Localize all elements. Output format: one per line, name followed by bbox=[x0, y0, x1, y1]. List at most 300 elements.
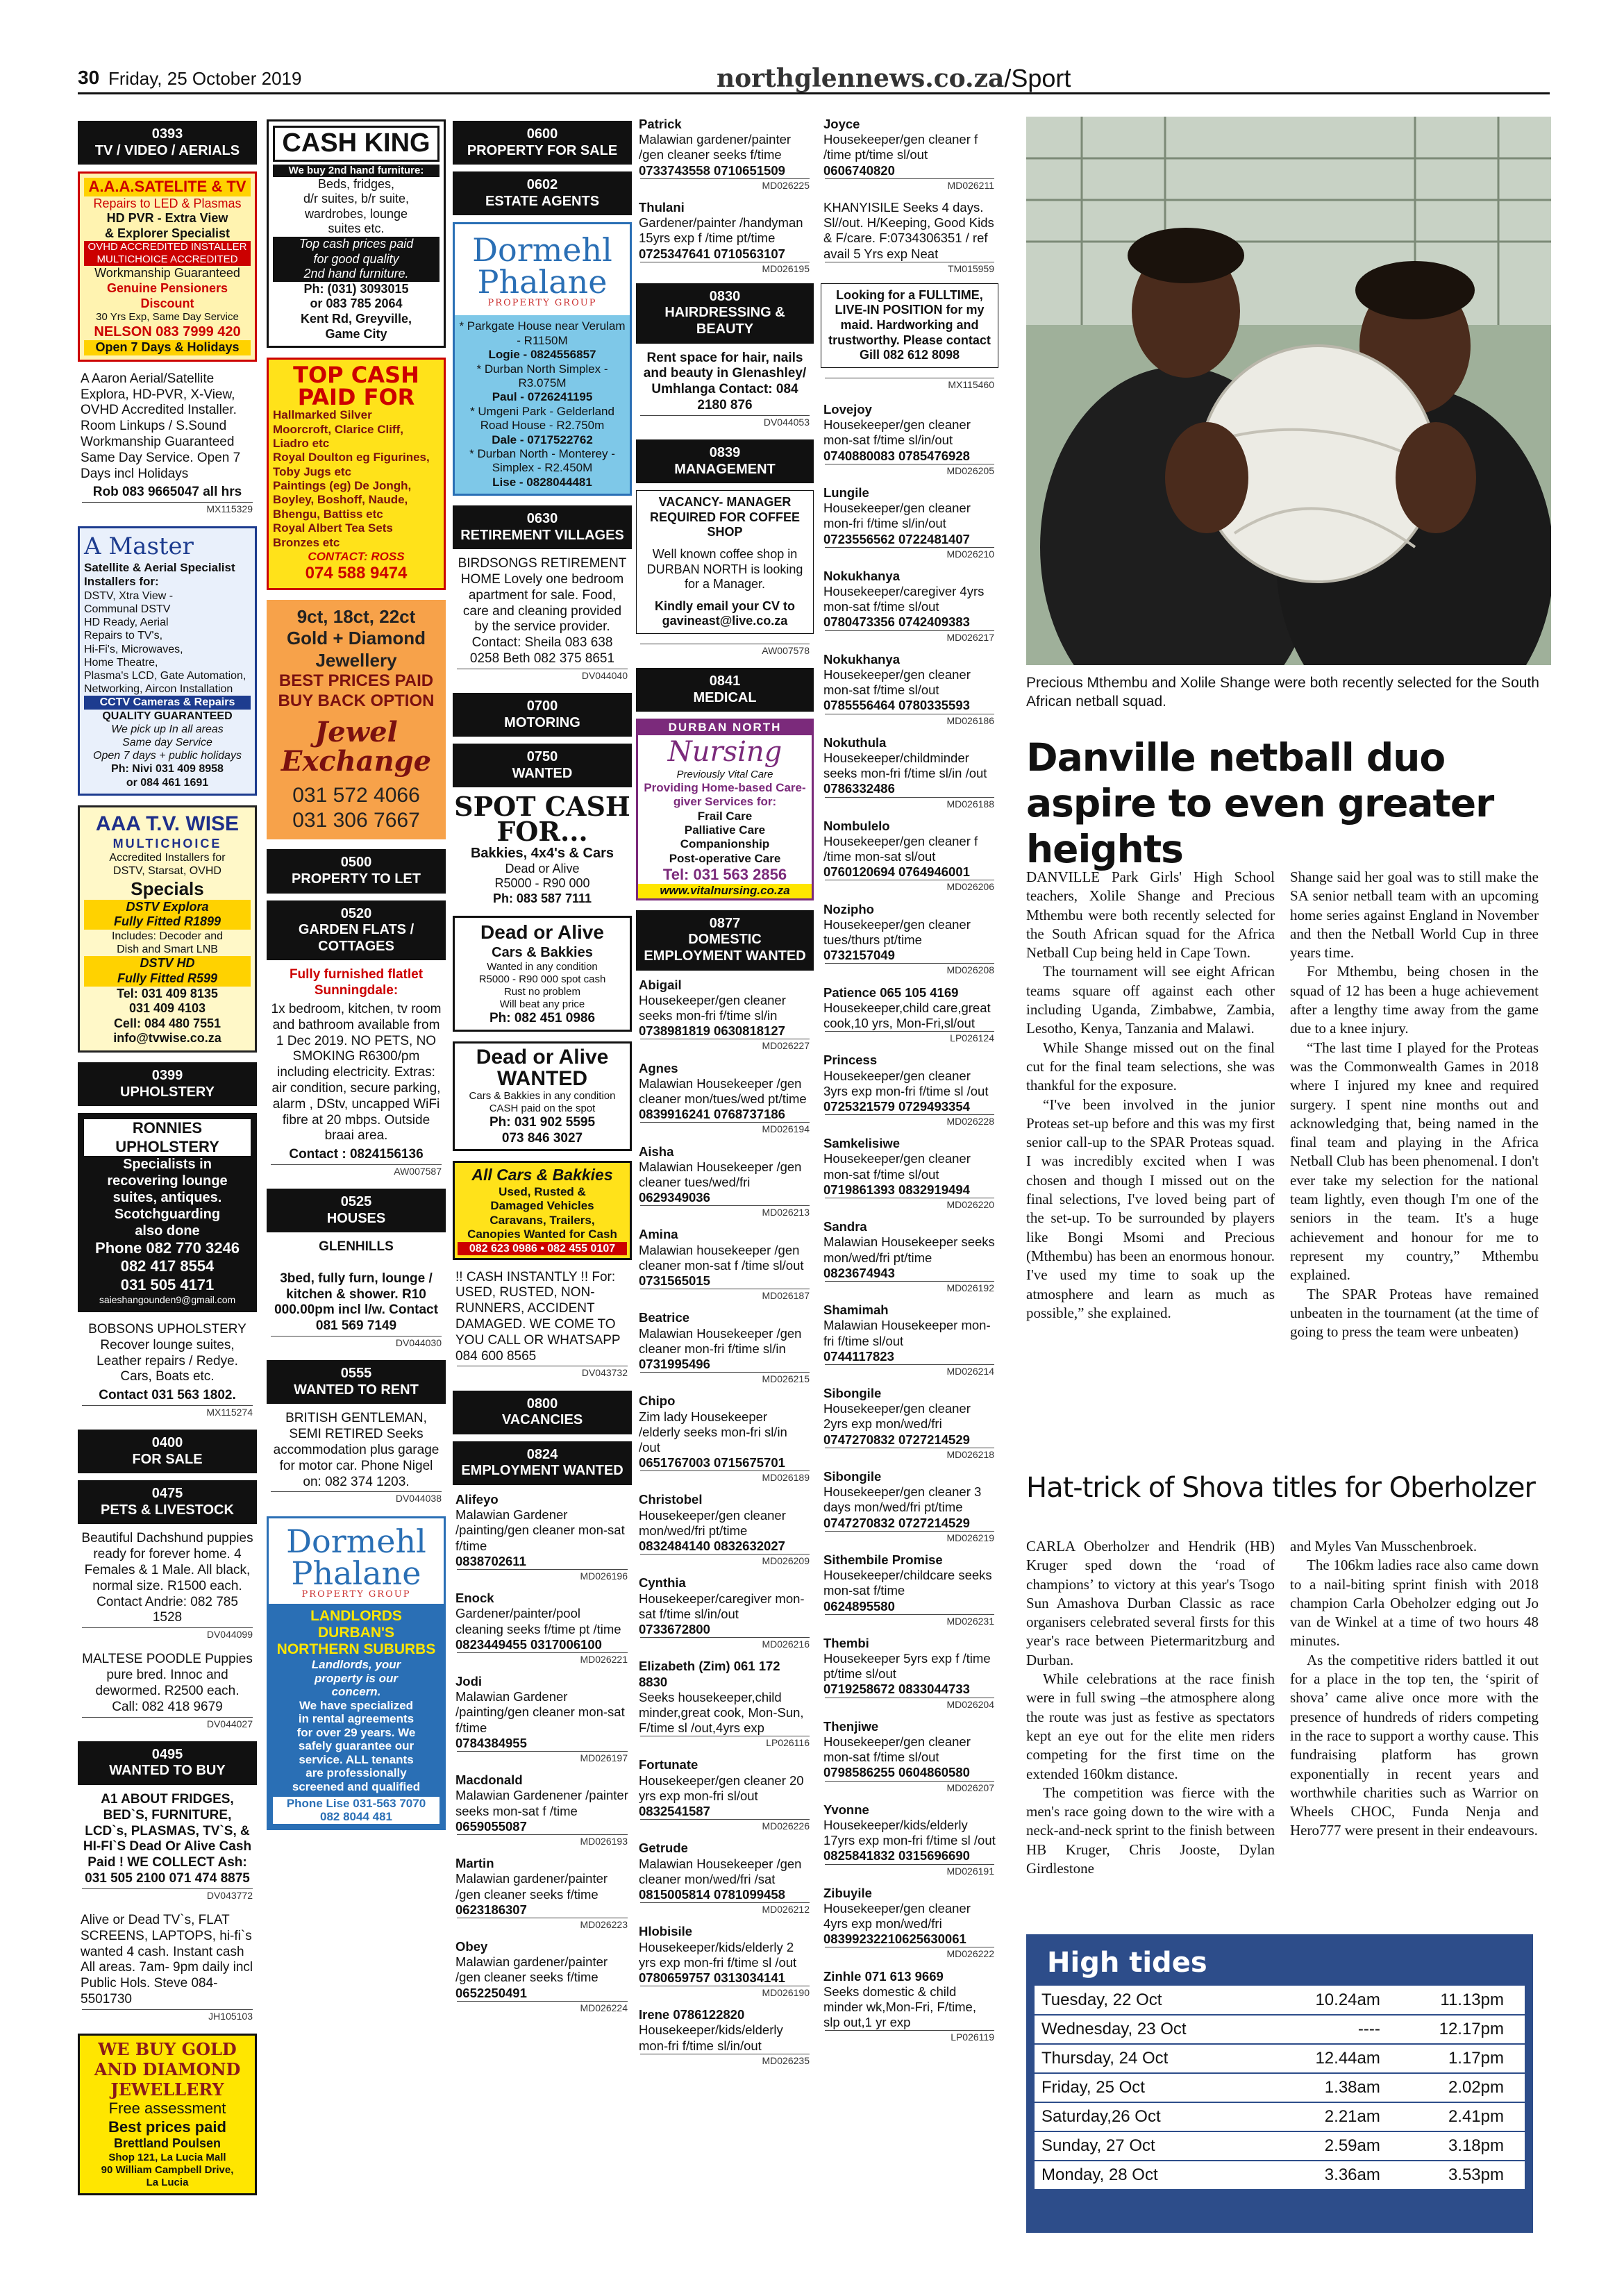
entry-phone: 0823449455 0317006100 bbox=[455, 1636, 602, 1652]
entry-phone: 0719861393 0832919494 bbox=[823, 1182, 970, 1197]
entry-phone: 0760120694 0764946001 bbox=[823, 864, 970, 880]
list-item bbox=[639, 117, 811, 192]
entry-name: Fortunate bbox=[639, 1757, 698, 1773]
entry-name: Thembi bbox=[823, 1635, 869, 1650]
ad-vacancy-manager bbox=[636, 490, 814, 634]
listing-contact: Lise - 0828044481 bbox=[492, 475, 592, 489]
entry-ref: MD026221 bbox=[457, 1652, 628, 1666]
ad-line: Hi-Fi's, Microwaves, bbox=[84, 643, 183, 655]
ad-dachshund: Beautiful Dachshund puppies ready for forever home. 4 Females & 1 Male. All black, normal size. R1500 each. Contact Andrie: 082 785 1528 bbox=[81, 1531, 253, 1625]
list-item bbox=[639, 1393, 811, 1484]
entry-ref: MD026204 bbox=[825, 1698, 994, 1711]
ad-line: Communal DSTV bbox=[84, 603, 171, 616]
ad-line: in rental agreements bbox=[298, 1712, 415, 1726]
ad-line: safely guarantee our bbox=[298, 1739, 415, 1753]
ad-ref: JH105103 bbox=[82, 2009, 253, 2022]
entry-text: Housekeeper/gen cleaner mon/wed/fri pt/time bbox=[639, 1507, 786, 1538]
entry-text: Malawian Housekeeper mon-fri f/time sl/out bbox=[823, 1318, 991, 1348]
ad-line: HD PVR - Extra View bbox=[106, 211, 228, 226]
entry-text: Housekeeper/kids/elderly 17yrs exp mon-fri f/time sl /out bbox=[823, 1817, 996, 1848]
ad-line: service. ALL tenants bbox=[299, 1752, 414, 1766]
ad-line: suites, antiques. bbox=[112, 1189, 222, 1205]
ad-line: Previously Vital Care bbox=[676, 768, 773, 780]
ad-title: SPOT CASH FOR... bbox=[454, 791, 630, 848]
entry-name: Nokuthula bbox=[823, 735, 887, 750]
entry-text: Housekeeper/caregiver mon-sat f/time sl/in/out bbox=[639, 1591, 805, 1621]
entry-text: Housekeeper/gen cleaner mon-sat f/time sl/in/out bbox=[823, 417, 971, 448]
entry-phone: 0839923221062563006​1 bbox=[823, 1932, 966, 1947]
ad-spot-cash bbox=[453, 791, 632, 906]
entry-phone: 0651767003 0715675701 bbox=[639, 1455, 785, 1470]
ad-phone: Ph: 031 902 5595 bbox=[489, 1114, 596, 1130]
entry-ref: MD026205 bbox=[825, 464, 994, 477]
list-item bbox=[823, 1053, 996, 1128]
entry-name: Sibongile bbox=[823, 1469, 882, 1484]
article-paragraph: DANVILLE Park Girls' High School teachers, Xolile Shange and Precious Mthembu were both recently selected for the South African squad for the Africa Netball Cup being held in Cape Town. bbox=[1026, 869, 1275, 962]
dormehl-logo-sub: PROPERTY GROUP bbox=[487, 298, 597, 309]
tide-am: 12.44am bbox=[1270, 2044, 1387, 2073]
list-item bbox=[823, 569, 996, 644]
entry-ref: MD026209 bbox=[640, 1554, 810, 1567]
list-item bbox=[823, 819, 996, 894]
ad-line: Palliative Care bbox=[684, 823, 766, 837]
ad-item: Hallmarked Silver bbox=[273, 408, 372, 422]
tide-pm: 3.18pm bbox=[1387, 2131, 1525, 2161]
entry-text: Malawian Housekeeper /gen cleaner tues/wed/fri bbox=[639, 1159, 802, 1189]
article-paragraph: While celebrations at the race finish were in full swing –the atmosphere along the route was just as festive as spectators kept an eye out for the elite men riders competing for the first time on the extended 160km distance. bbox=[1026, 1670, 1275, 1782]
ad-line: CCTV Cameras & Repairs bbox=[84, 696, 251, 709]
ad-line: Rust no problem bbox=[503, 985, 581, 998]
entry-name: Sibongile bbox=[823, 1386, 882, 1401]
ad-subtitle: Satellite & Aerial Specialist Installers for: bbox=[84, 561, 235, 589]
entry-name: Sithembile Promise bbox=[823, 1552, 943, 1567]
ad-dormehl-landlords bbox=[267, 1516, 446, 1830]
tide-am: 3.36am bbox=[1270, 2161, 1387, 2190]
entry-phone: 0731995496 bbox=[639, 1356, 710, 1371]
ad-line: Brettland Poulsen bbox=[113, 2136, 221, 2151]
article-paragraph: “The last time I played for the Proteas was the Commonwealth Games in 2018 where I injured my knee and required surgery. I spent nine months out and acknowledging that, being named in the final team and playing in the Africa Netball Club has been phenomenal. I don't ever take my selection for the national team lightly, even though I'm one of the seniors in the team. It's a huge achievement and honour for me to represent my country,” Mthembu explained. bbox=[1290, 1039, 1539, 1284]
entry-name: Obey bbox=[455, 1939, 488, 1954]
tide-pm: 2.41pm bbox=[1387, 2102, 1525, 2131]
ad-line: Bakkies, 4x4's & Cars bbox=[470, 845, 614, 861]
ad-line: property is our bbox=[315, 1671, 398, 1685]
entry-ref: LP026116 bbox=[640, 1736, 810, 1749]
ad-logo-text: Jewel Exchange bbox=[281, 716, 432, 778]
ad-ref: DV044030 bbox=[271, 1336, 442, 1349]
list-item bbox=[823, 485, 996, 560]
ad-title: CASH KING bbox=[273, 126, 440, 162]
ad-email: info@tvwise.co.za bbox=[113, 1031, 221, 1046]
list-item bbox=[823, 1802, 996, 1877]
netball-photo bbox=[1026, 117, 1551, 665]
ad-bobsons-phone: Contact 031 563 1802. bbox=[99, 1388, 236, 1403]
entry-name: Zibuyile bbox=[823, 1885, 872, 1900]
list-item bbox=[639, 1659, 811, 1749]
article-paragraph: While Shange missed out on the final cut for the final team selections, she was thankful for the exposure. bbox=[1026, 1039, 1275, 1094]
ad-phone: NELSON 083 7999 420 bbox=[94, 324, 241, 340]
category-0600: 0600 PROPERTY FOR SALE bbox=[453, 121, 632, 165]
entry-name: Joyce bbox=[823, 117, 860, 131]
entry-text: Housekeeper/gen cleaner mon-sat f/time sl/out bbox=[823, 1734, 971, 1765]
category-0500: 0500 PROPERTY TO LET bbox=[267, 849, 446, 893]
list-item bbox=[455, 1856, 629, 1931]
tide-pm: 1.17pm bbox=[1387, 2044, 1525, 2073]
ad-line: Game City bbox=[325, 326, 387, 341]
list-item bbox=[823, 1136, 996, 1211]
entry-phone: 0784384955 bbox=[455, 1735, 527, 1750]
ad-line: 2nd hand furniture. bbox=[273, 267, 440, 282]
ad-phone: 073 846 3027 bbox=[501, 1130, 583, 1146]
ad-tv-wise bbox=[78, 805, 257, 1053]
entry-text: Malawian Gardener /painting/gen cleaner mon-sat f/time bbox=[455, 1507, 625, 1553]
entry-phone: 0786332486 bbox=[823, 781, 895, 796]
ad-ref: MX115274 bbox=[82, 1405, 253, 1418]
classifieds-column-4 bbox=[636, 117, 814, 2075]
ad-item: Moorcroft, Clarice Cliff, Liadro etc bbox=[273, 422, 403, 450]
ad-line: Home Theatre, bbox=[84, 656, 158, 669]
ad-line: BUY BACK OPTION bbox=[278, 691, 435, 710]
ad-line: Open 7 Days & Holidays bbox=[84, 340, 251, 355]
list-item bbox=[639, 1061, 811, 1136]
ad-cash-instantly: !! CASH INSTANTLY !! For: USED, RUSTED, NON-RUNNERS, ACCIDENT DAMAGED. WE COME TO YOU CALL OR WHATSAPP 084 600 8565 bbox=[455, 1269, 621, 1364]
entry-ref: MD026189 bbox=[640, 1470, 810, 1484]
list-item bbox=[823, 1219, 996, 1294]
ad-live-in-position bbox=[821, 283, 998, 368]
list-item bbox=[455, 1591, 629, 1666]
ad-dormehl-estate bbox=[453, 222, 632, 496]
ad-line: are professionally bbox=[305, 1766, 407, 1780]
ad-line: R5000 - R90 000 bbox=[494, 876, 590, 891]
ad-phone: or 083 785 2064 bbox=[310, 296, 403, 311]
entry-phone: 0731565015 bbox=[639, 1273, 710, 1289]
ad-phone: 031 572 4066 bbox=[292, 784, 420, 807]
ad-title: A Master bbox=[84, 533, 194, 561]
high-tides-table bbox=[1035, 1986, 1525, 2190]
article-paragraph: As the competitive riders battled it out for a place in the top ten, the ‘spirit of shova’ came alive once more with the presence of hundreds of riders competing in the race to support a worthy cause. This fundraising platform has grown exponentially in recent years and worthwhile charities such as Warrior on Wheels CHOC, Funda Nenja and Hero777 were present in their endeavours. bbox=[1290, 1651, 1539, 1839]
list-item bbox=[639, 1492, 811, 1567]
listing: * Parkgate House near Verulam - R1150M bbox=[459, 319, 626, 347]
ad-a-master bbox=[78, 526, 257, 795]
tide-row bbox=[1035, 2073, 1525, 2102]
landlords-panel bbox=[269, 1604, 444, 1828]
entry-phone: 0780659757 0313034141 bbox=[639, 1970, 785, 1985]
high-tides-title: High tides bbox=[1047, 1947, 1207, 1979]
article2-body-right bbox=[1290, 1537, 1539, 1841]
category-0400: 0400 FOR SALE bbox=[78, 1430, 257, 1473]
entry-text: Housekeeper/gen cleaner f /time mon-sat sl/out bbox=[823, 833, 978, 864]
ad-line: also done bbox=[135, 1223, 200, 1239]
ad-line: MULTICHOICE bbox=[112, 836, 222, 850]
ad-line: Caravans, Trailers, bbox=[489, 1213, 595, 1227]
photo-caption: Precious Mthembu and Xolile Shange were both recently selected for the South African netball squad. bbox=[1026, 675, 1539, 710]
ad-british-gentleman: BRITISH GENTLEMAN, SEMI RETIRED Seeks accommodation plus garage for motor car. Phone Nigel on: 082 374 1203. bbox=[273, 1411, 440, 1489]
entry-text: Gardener/painter /handyman 15yrs exp f /time pt/time bbox=[639, 215, 803, 246]
entry-text: Malawian gardener/painter /gen cleaner seeks f/time bbox=[455, 1954, 608, 1985]
ad-item: Royal Doulton eg Figurines, Toby Jugs etc bbox=[273, 451, 430, 478]
domestic-list-cont bbox=[821, 117, 998, 275]
entry-ref: MD026216 bbox=[640, 1637, 810, 1650]
entry-phone: 0659055087 bbox=[455, 1818, 527, 1834]
ad-ref: AW007578 bbox=[640, 644, 810, 657]
ad-line: MULTICHOICE ACCREDITED bbox=[84, 253, 251, 266]
tide-day: Tuesday, 22 Oct bbox=[1035, 1986, 1270, 2015]
entry-name: Patience 065 105 4169 bbox=[823, 984, 959, 1000]
category-0630: 0630 RETIREMENT VILLAGES bbox=[453, 505, 632, 549]
ad-line: R5000 - R90 000 spot cash bbox=[478, 973, 606, 985]
ad-flatlet: 1x bedroom, kitchen, tv room and bathroom available from 1 Dec 2019. NO PETS, NO SMOKING R6300/pm including electricity. Extras: air condition, secure parking, alarm , DStv, uncapped WiFi fibre at 20 mbps. Outside braai area. bbox=[271, 1001, 442, 1143]
entry-name: Nokukhanya bbox=[823, 568, 901, 583]
entry-text: Housekeeper,child care,great cook,10 yrs, Mon-Fri,sl/out bbox=[823, 1000, 991, 1030]
ad-dead-or-alive-1 bbox=[453, 916, 632, 1031]
ad-line: Cars & Bakkies bbox=[492, 944, 593, 960]
ad-phone: Phone 082 770 3246 bbox=[95, 1239, 240, 1257]
domestic-list-more bbox=[821, 402, 998, 2044]
entry-ref: MD026224 bbox=[457, 2001, 628, 2014]
ad-ref: MX115329 bbox=[82, 502, 253, 515]
tide-pm: 3.53pm bbox=[1387, 2161, 1525, 2190]
entry-phone: 0747270832 0727214529 bbox=[823, 1432, 970, 1447]
page-header bbox=[78, 64, 1550, 94]
ad-line: Open 7 days + public holidays bbox=[93, 750, 242, 762]
entry-phone: 0747270832 0727214529 bbox=[823, 1515, 970, 1530]
ad-flatlet-contact: Contact : 0824156136 bbox=[289, 1147, 424, 1162]
entry-name: Enock bbox=[455, 1591, 494, 1606]
section-name: /Sport bbox=[1004, 64, 1071, 92]
list-item bbox=[823, 117, 996, 192]
ad-hair-space: Rent space for hair, nails and beauty in Glenashley/ Umhlanga Contact: 084 2180 876 bbox=[643, 350, 807, 413]
ad-line: Same day Service bbox=[122, 736, 212, 748]
ad-ref: DV044027 bbox=[82, 1717, 253, 1730]
entry-name: Alifeyo bbox=[455, 1492, 499, 1507]
ad-line: 9ct, 18ct, 22ct bbox=[296, 606, 416, 628]
list-item bbox=[823, 1886, 996, 1961]
ad-birdsongs: BIRDSONGS RETIREMENT HOME Lovely one bedroom apartment for sale. Food, care and cleaning provided by the service provider. Contact: Sheila 083 638 0258 Beth 082 375 8651 bbox=[458, 556, 627, 667]
ad-title: Dead or Alive bbox=[480, 921, 604, 944]
entry-ref: MD026219 bbox=[825, 1531, 994, 1544]
ad-line: Fully Fitted R1899 bbox=[84, 914, 251, 930]
ad-alive-or-dead: Alive or Dead TV`s, FLAT SCREENS, LAPTOPS, hi-fi`s wanted 4 cash. Instant cash All areas. 7am- 9pm daily incl Public Hols. Steve 084- 5501730 bbox=[81, 1912, 253, 2006]
ad-line: Frail Care bbox=[697, 809, 753, 823]
entry-name: Sandra bbox=[823, 1219, 867, 1234]
entry-ref: MD026187 bbox=[640, 1289, 810, 1302]
list-item bbox=[823, 1552, 996, 1627]
entry-ref: MD026188 bbox=[825, 797, 994, 810]
entry-name: Abigail bbox=[639, 977, 682, 992]
tide-row bbox=[1035, 2102, 1525, 2131]
category-0393: 0393 TV / VIDEO / AERIALS bbox=[78, 121, 257, 165]
ad-title: RONNIES UPHOLSTERY bbox=[84, 1119, 251, 1156]
entry-ref: MD026214 bbox=[825, 1364, 994, 1377]
ad-line: QUALITY GUARANTEED bbox=[102, 710, 233, 722]
entry-text: Housekeeper/gen cleaner 2yrs exp mon/wed/fri bbox=[823, 1401, 971, 1432]
ad-line: Dead or Alive bbox=[505, 861, 580, 875]
tide-day: Sunday, 27 Oct bbox=[1035, 2131, 1270, 2161]
entry-ref: MD026211 bbox=[825, 178, 994, 192]
category-0555: 0555 WANTED TO RENT bbox=[267, 1360, 446, 1404]
ad-line: Best prices paid bbox=[108, 2118, 226, 2136]
ad-line: La Lucia bbox=[146, 2176, 189, 2188]
entry-phone: 0740880083 0785476928 bbox=[823, 448, 970, 463]
category-0841: 0841 MEDICAL bbox=[636, 668, 814, 712]
ad-ref: MX115460 bbox=[825, 378, 994, 391]
ad-item: Royal Albert Tea Sets bbox=[273, 521, 393, 535]
entry-text: Seeks housekeeper,child minder,great cook, Mon-Sun, F/time sl /out,4yrs exp bbox=[639, 1689, 804, 1736]
ad-line: We buy 2nd hand furniture: bbox=[273, 165, 440, 177]
ad-line: Providing Home-based Care-giver Services for: bbox=[644, 780, 806, 809]
ad-line: Cars & Bakkies in any condition bbox=[469, 1089, 616, 1102]
ad-line: Top cash prices paid bbox=[273, 237, 440, 252]
article-body-right bbox=[1290, 868, 1539, 1341]
ad-phone: Phone Lise 031-563 7070 bbox=[273, 1797, 440, 1811]
list-item bbox=[823, 902, 996, 977]
tide-pm: 11.13pm bbox=[1387, 1986, 1525, 2015]
article-paragraph: Shange said her goal was to still make the SA senior netball team with an upcoming home series against England in November and then the Netball World Cup in three years time. bbox=[1290, 869, 1539, 962]
domestic-list bbox=[636, 978, 814, 2067]
ad-contact: Kindly email your CV to gavineast@live.co.za bbox=[654, 598, 796, 628]
ad-line: Used, Rusted & bbox=[499, 1184, 586, 1198]
entry-ref: MD026226 bbox=[640, 1819, 810, 1832]
ad-ref: DV044053 bbox=[640, 415, 810, 428]
ad-bobsons: BOBSONS UPHOLSTERY Recover lounge suites, Leather repairs / Redye. Cars, Boats etc. bbox=[88, 1321, 246, 1384]
ad-line: DURBAN'S bbox=[318, 1624, 394, 1641]
ad-line: NORTHERN SUBURBS bbox=[276, 1641, 436, 1657]
list-item bbox=[823, 735, 996, 810]
entry-name: Samkelisiwe bbox=[823, 1136, 901, 1151]
entry-phone: 0832541587 bbox=[639, 1804, 710, 1819]
entry-text: Housekeeper/gen cleaner 3 days mon/wed/fri pt/time bbox=[823, 1484, 982, 1515]
ad-line: OVHD ACCREDITED INSTALLER bbox=[84, 241, 251, 253]
list-item bbox=[823, 402, 996, 477]
entry-ref: MD026220 bbox=[825, 1198, 994, 1211]
tide-am: 2.21am bbox=[1270, 2102, 1387, 2131]
ad-line: Will beat any price bbox=[499, 998, 585, 1010]
ad-line: Post-operative Care bbox=[669, 851, 781, 865]
entry-phone: 0839916241 0768737186 bbox=[639, 1107, 785, 1122]
entry-ref: MD026186 bbox=[825, 714, 994, 727]
tide-row bbox=[1035, 1986, 1525, 2015]
tide-row bbox=[1035, 2044, 1525, 2073]
ad-email: saieshangounden9@gmail.com bbox=[99, 1294, 236, 1306]
category-0399: 0399 UPHOLSTERY bbox=[78, 1062, 257, 1106]
ad-ref: DV043732 bbox=[457, 1366, 628, 1379]
article2-body-left bbox=[1026, 1537, 1275, 1878]
listing-contact: Dale - 0717522762 bbox=[492, 433, 593, 446]
entry-text: KHANYISILE Seeks 4 days. Sl//out. H/Keeping, Good Kids & F/care. F:0734306351 / ref avail 5 Yrs exp Neat bbox=[823, 199, 994, 261]
entry-text: Housekeeper/gen cleaner mon-sat f/time sl/out bbox=[823, 667, 971, 698]
employment-list-cont bbox=[636, 117, 814, 275]
ad-title: WE BUY GOLD AND DIAMOND JEWELLERY bbox=[94, 2038, 241, 2100]
entry-ref: MD026228 bbox=[825, 1114, 994, 1128]
entry-ref: MD026235 bbox=[640, 2054, 810, 2067]
entry-phone: 0832484140 0832632027 bbox=[639, 1539, 785, 1554]
list-item bbox=[639, 1227, 811, 1302]
ad-line: Scotchguarding bbox=[114, 1206, 221, 1222]
entry-phone: 0738981819 0630818127 bbox=[639, 1023, 785, 1039]
entry-ref: MD026208 bbox=[825, 963, 994, 976]
entry-ref: MD026193 bbox=[457, 1834, 628, 1847]
entry-text: Housekeeper/childminder seeks mon-fri f/time sl/in /out bbox=[823, 750, 987, 781]
ad-item: Bronzes etc bbox=[273, 535, 340, 549]
ad-line: Repairs to TV's, bbox=[84, 630, 163, 642]
list-item bbox=[639, 1924, 811, 1999]
entry-phone: 0780473356 0742409383 bbox=[823, 614, 970, 630]
article-paragraph: The SPAR Proteas have remained unbeaten in the tournament (at the time of going to press the team were unbeaten) bbox=[1290, 1285, 1539, 1341]
entry-text: Housekeeper/childcare seeks mon-sat f/time bbox=[823, 1568, 992, 1598]
category-0824: 0824 EMPLOYMENT WANTED bbox=[453, 1441, 632, 1485]
entry-name: Hlobisile bbox=[639, 1924, 693, 1939]
ad-line: DSTV HD bbox=[84, 956, 251, 971]
entry-phone: 0606740820 bbox=[823, 162, 895, 178]
ad-a1-fridges: A1 ABOUT FRIDGES, BED`S, FURNITURE, LCD`s, PLASMAS, TV`S, & HI-FI`S Dead Or Alive Cash Paid ! WE COLLECT Ash: 031 505 2100 071 474 8875 bbox=[83, 1791, 252, 1886]
list-item bbox=[639, 200, 811, 275]
ad-phone: 031 306 7667 bbox=[292, 809, 420, 832]
entry-text: Malawian Housekeeper /gen cleaner mon/tues/wed pt/time bbox=[639, 1075, 807, 1106]
list-item bbox=[455, 1773, 629, 1847]
list-item bbox=[823, 200, 996, 275]
ad-phone: 031 409 4103 bbox=[128, 1001, 206, 1016]
entry-name: Princess bbox=[823, 1053, 878, 1068]
entry-name: Jodi bbox=[455, 1674, 483, 1689]
tide-day: Thursday, 24 Oct bbox=[1035, 2044, 1270, 2073]
ad-durban-north-nursing bbox=[636, 719, 814, 900]
ad-line: Shop 121, La Lucia Mall bbox=[108, 2151, 226, 2163]
entry-phone: 0823674943 bbox=[823, 1265, 895, 1280]
entry-name: Christobel bbox=[639, 1492, 703, 1507]
classifieds-column-1 bbox=[78, 117, 257, 2205]
category-0475: 0475 PETS & LIVESTOCK bbox=[78, 1480, 257, 1524]
page-date: Friday, 25 October 2019 bbox=[108, 68, 302, 89]
list-item bbox=[823, 985, 996, 1045]
ad-title: VACANCY- MANAGER REQUIRED FOR COFFEE SHOP bbox=[649, 495, 800, 539]
tide-day: Monday, 28 Oct bbox=[1035, 2161, 1270, 2190]
ad-title: All Cars & Bakkies bbox=[471, 1166, 613, 1184]
ad-title: AAA T.V. WISE bbox=[95, 812, 240, 835]
entry-name: Beatrice bbox=[639, 1310, 690, 1325]
category-0525: 0525 HOUSES bbox=[267, 1189, 446, 1232]
entry-phone: 0725347641 0710563107 bbox=[639, 246, 785, 261]
tide-day: Wednesday, 23 Oct bbox=[1035, 2015, 1270, 2044]
entry-text: Gardener/painter/pool cleaning seeks f/time pt /time bbox=[455, 1606, 621, 1636]
ad-ref: DV044099 bbox=[82, 1627, 253, 1641]
site-domain: northglennews.co.za bbox=[717, 64, 1005, 93]
ad-line: concern. bbox=[331, 1685, 381, 1699]
category-0700: 0700 MOTORING bbox=[453, 693, 632, 737]
ad-line: Specials bbox=[131, 878, 204, 899]
entry-text: Housekeeper/gen cleaner mon-sat f/time sl/out bbox=[823, 1151, 971, 1182]
tide-am: 1.38am bbox=[1270, 2073, 1387, 2102]
entry-ref: MD026225 bbox=[640, 178, 810, 192]
ad-line: DURBAN NORTH bbox=[638, 721, 812, 735]
entry-phone: 0732157049 bbox=[823, 948, 895, 963]
entry-name: Lungile bbox=[823, 485, 869, 500]
ad-line: for good quality bbox=[273, 252, 440, 267]
ad-phone: Ph: (031) 3093015 bbox=[303, 281, 409, 296]
entry-phone: 0798586255 0604860580 bbox=[823, 1765, 970, 1780]
entry-text: Housekeeper/gen cleaner tues/thurs pt/time bbox=[823, 916, 971, 948]
ad-top-cash bbox=[267, 358, 446, 590]
entry-name: Getrude bbox=[639, 1841, 688, 1856]
entry-name: Cynthia bbox=[639, 1575, 686, 1591]
entry-text: Malawian Housekeeper /gen cleaner mon-fri f/time sl/in bbox=[639, 1325, 802, 1356]
article-paragraph: and Myles Van Musschenbroek. bbox=[1290, 1538, 1477, 1555]
ad-cash-king bbox=[267, 119, 446, 348]
entry-ref: MD026222 bbox=[825, 1947, 994, 1960]
classifieds-column-3 bbox=[453, 117, 632, 2022]
ad-line: We have specialized bbox=[299, 1698, 414, 1712]
ad-line: DSTV, Starsat, OVHD bbox=[113, 865, 221, 878]
entry-ref: MD026195 bbox=[640, 262, 810, 275]
tide-row bbox=[1035, 2131, 1525, 2161]
